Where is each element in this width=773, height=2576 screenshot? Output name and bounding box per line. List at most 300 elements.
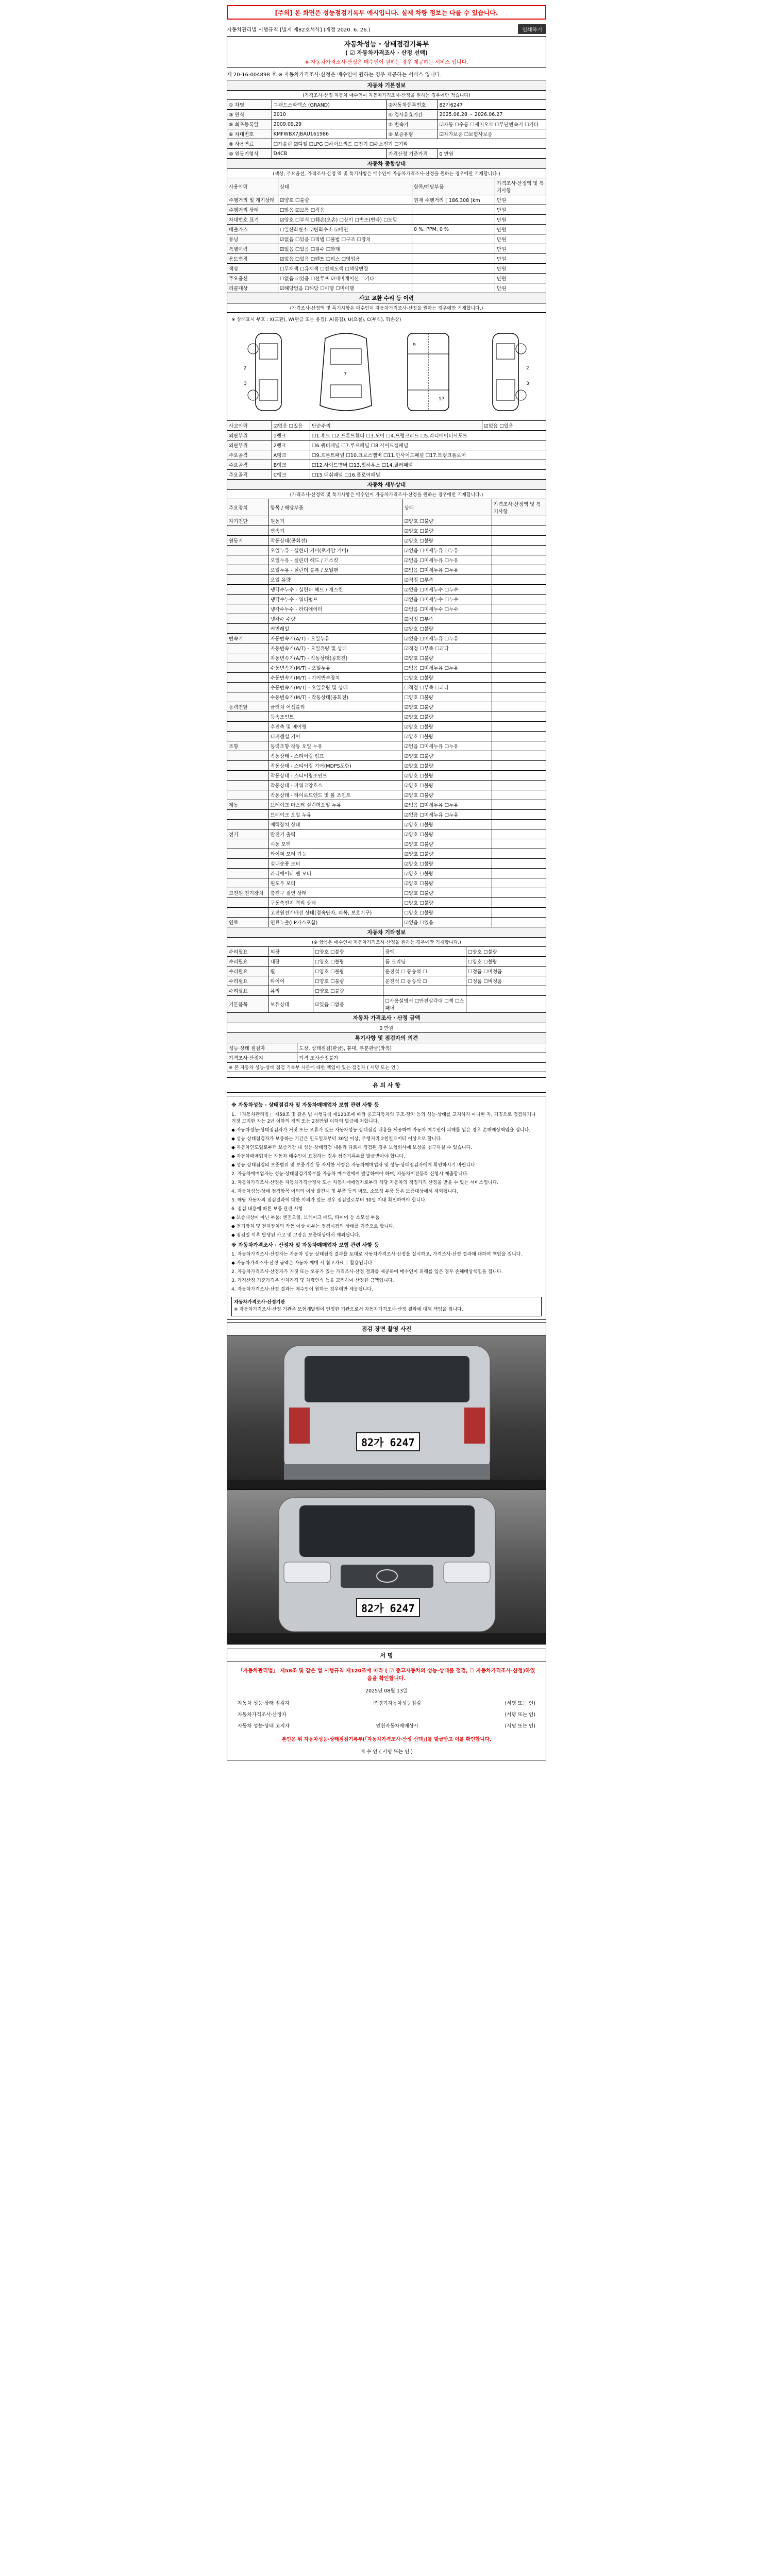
general-item-label: 주행거리 상태 xyxy=(227,205,278,215)
detail-item: 작동상태 - 타이로드엔드 및 볼 조인트 xyxy=(268,790,402,800)
other-status: ☑있음 ☐없음 xyxy=(313,996,383,1013)
detail-status-row xyxy=(227,771,546,781)
general-item-price: 만원 xyxy=(495,215,546,225)
other-extra-status: ☐양호 ☐불량 xyxy=(466,957,546,967)
accident-history-label: 사고이력 xyxy=(227,421,272,431)
detail-device xyxy=(227,673,268,683)
detail-item: 냉각수 수량 xyxy=(268,614,402,624)
detail-device xyxy=(227,722,268,732)
detail-price xyxy=(492,555,546,565)
accident-part-rank: A랭크 xyxy=(272,450,310,460)
detail-item: 수동변속기(M/T) - 작동상태(공회전) xyxy=(268,692,402,702)
general-item-status: ☐일산화탄소 ☑탄화수소 ☑매연 xyxy=(278,225,412,234)
detail-status-row xyxy=(227,722,546,732)
general-status-sub: (색상, 주요옵션, 가격조사·산정 액 및 특기사항은 매수인이 자동차가격조사·산정을 원하는 경우에만 기재합니다.) xyxy=(227,169,546,178)
detail-price xyxy=(492,800,546,810)
general-status-row xyxy=(227,215,546,225)
general-status-row xyxy=(227,264,546,274)
inspector-opinion-label: 성능·상태 점검자 xyxy=(227,1043,297,1053)
other-group: 수리필요 xyxy=(227,947,268,957)
detail-price xyxy=(492,839,546,849)
general-status-row xyxy=(227,254,546,264)
appraiser-opinion-label: 가격조사·산정자 xyxy=(227,1053,297,1063)
detail-device xyxy=(227,810,268,820)
detail-item: 시동 모터 xyxy=(268,839,402,849)
accident-part-rank: 1랭크 xyxy=(272,431,310,440)
detail-price xyxy=(492,888,546,898)
signature-slot[interactable]: (서명 또는 인) xyxy=(505,1723,535,1729)
detail-price xyxy=(492,761,546,771)
detail-status-row xyxy=(227,516,546,526)
general-item-detail xyxy=(412,215,495,225)
guide-paragraph: ◆ 자동차인도일로부터 보증기간 내 성능·상태점검 내용과 다르게 점검된 경우 보험회사에 보상을 청구하실 수 있습니다. xyxy=(231,1145,473,1151)
other-item: 외장 xyxy=(268,947,313,957)
basic-value: 82가6247 xyxy=(438,100,546,110)
detail-device xyxy=(227,663,268,673)
accident-part-rank: C랭크 xyxy=(272,470,310,480)
detail-status: ☐양호 ☐불량 xyxy=(402,673,492,683)
detail-status: ☑양호 ☐불량 xyxy=(402,781,492,790)
detail-status-row xyxy=(227,839,546,849)
basic-label: ① 차명 xyxy=(227,100,272,110)
detail-status-row xyxy=(227,849,546,859)
car-left-side-icon xyxy=(238,328,299,416)
svg-text:2: 2 xyxy=(244,366,247,371)
general-item-label: 색상 xyxy=(227,264,278,274)
guide-paragraph: ◆ 보증대상이 아닌 부품: 엔진오일, 브레이크 패드, 타이어 등 소모성 부품 xyxy=(231,1215,380,1221)
document-warning: ※ 자동차가격조사·산정은 매수인이 원하는 경우 제공하는 서비스 입니다. xyxy=(305,60,468,65)
detail-device xyxy=(227,585,268,595)
basic-label: ⑨ 보증유형 xyxy=(386,129,438,139)
detail-device xyxy=(227,751,268,761)
detail-status-row xyxy=(227,732,546,741)
detail-status-row xyxy=(227,575,546,585)
general-status-table xyxy=(227,158,546,293)
detail-status: ☑양호 ☐불량 xyxy=(402,702,492,712)
general-col-status: 상태 xyxy=(278,178,412,195)
guide-paragraph: ◆ 전기장치 및 전자장치의 작동 이상 여부는 점검시점의 상태를 기준으로 합니다. xyxy=(231,1224,395,1229)
detail-status-row xyxy=(227,702,546,712)
rear-van-image xyxy=(227,1335,546,1490)
detail-price xyxy=(492,634,546,643)
detail-device xyxy=(227,692,268,702)
detail-status-row xyxy=(227,820,546,829)
detail-item: 작동상태(공회전) xyxy=(268,536,402,546)
general-item-status: ☐많음 ☑보통 ☐적음 xyxy=(278,205,412,215)
detail-device xyxy=(227,624,268,634)
general-item-status: ☐없음 ☑있음 ☐선루프 ☑내비게이션 ☐기타 xyxy=(278,274,412,283)
detail-item: 추진축 및 베어링 xyxy=(268,722,402,732)
other-item: 유리 xyxy=(268,986,313,996)
detail-device xyxy=(227,732,268,741)
svg-text:3: 3 xyxy=(526,381,529,386)
other-status: ☐양호 ☐불량 xyxy=(313,957,383,967)
general-item-label: 용도변경 xyxy=(227,254,278,264)
general-item-price: 만원 xyxy=(495,264,546,274)
general-item-label: 주행거리 및 계기상태 xyxy=(227,195,278,205)
general-item-detail: 0 %, PPM, 0 % xyxy=(412,225,495,234)
general-status-row xyxy=(227,234,546,244)
detail-price xyxy=(492,810,546,820)
general-item-price: 만원 xyxy=(495,254,546,264)
other-extra-status: ☐정품 ☐비정품 xyxy=(466,976,546,986)
other-extra xyxy=(383,986,466,996)
detail-price xyxy=(492,526,546,536)
detail-status: ☐양호 ☐불량 xyxy=(402,908,492,918)
basic-info-table xyxy=(227,80,546,159)
detail-item: 자동변속기(A/T) - 작동상태(공회전) xyxy=(268,653,402,663)
accident-part-group: 외판부위 xyxy=(227,431,272,440)
detail-device xyxy=(227,849,268,859)
detail-device xyxy=(227,712,268,722)
special-sign-line: ※ 본 자동차 성능·상태 점검 기록부 사본에 대한 책임이 있는 점검자 ( 서명 또는 인 ) xyxy=(227,1063,546,1072)
detail-item: 구동축전지 격리 상태 xyxy=(268,898,402,908)
detail-device: 고전원 전기장치 xyxy=(227,888,268,898)
guide-paragraph: 2. 자동차가격조사·산정자가 거짓 또는 오류가 있는 가격조사·산정 결과를 제공하여 매수인이 피해를 입은 경우 손해배상책임을 집니다. xyxy=(231,1269,503,1275)
general-item-label: 튜닝 xyxy=(227,234,278,244)
detail-price xyxy=(492,575,546,585)
other-info-row xyxy=(227,967,546,976)
detail-status-row xyxy=(227,624,546,634)
detail-item: 오일누유 - 실린더 블록 / 오일팬 xyxy=(268,565,402,575)
detail-price xyxy=(492,781,546,790)
detail-status: ☑없음 ☐미세누수 ☐누수 xyxy=(402,585,492,595)
detail-status: ☑양호 ☐불량 xyxy=(402,878,492,888)
general-status-head: 자동차 종합상태 xyxy=(227,159,546,169)
guide-paragraph: 4. 자동차가격조사·산정 결과는 매수인이 원하는 경우에만 제공됩니다. xyxy=(231,1286,373,1292)
detail-item: 오일누유 - 실린더 커버(로커암 커버) xyxy=(268,546,402,555)
notice-bar: [주의] 본 화면은 성능점검기록부 예시입니다. 실제 차량 정보는 다를 수 있습니다. xyxy=(227,5,546,20)
detail-item: 와이퍼 모터 기능 xyxy=(268,849,402,859)
sign-row xyxy=(238,1722,535,1729)
other-extra-status xyxy=(466,986,546,996)
detail-price xyxy=(492,673,546,683)
other-extra: 광택 xyxy=(383,947,466,957)
detail-status: ☑양호 ☐불량 xyxy=(402,712,492,722)
other-info-row xyxy=(227,996,546,1013)
accident-parts-body xyxy=(227,431,546,480)
detail-device xyxy=(227,898,268,908)
detail-status: ☑없음 ☐미세누유 ☐누유 xyxy=(402,555,492,565)
detail-item: 고전원전기배선 상태(접속단자, 피복, 보호기구) xyxy=(268,908,402,918)
general-item-status: ☑해당없음 ☐해당 ☐이행 ☐미이행 xyxy=(278,283,412,293)
detail-item: 작동상태 - 스티어링 펌프 xyxy=(268,751,402,761)
detail-col-device: 주요장치 xyxy=(227,499,268,516)
other-extra-status: ☐정품 ☐비정품 xyxy=(466,967,546,976)
detail-price xyxy=(492,790,546,800)
detail-price xyxy=(492,516,546,526)
detail-device xyxy=(227,908,268,918)
top-line xyxy=(227,24,546,34)
general-item-detail xyxy=(412,283,495,293)
detail-status: ☑양호 ☐불량 xyxy=(402,859,492,869)
detail-device xyxy=(227,643,268,653)
detail-status: ☐양호 ☐불량 xyxy=(402,692,492,702)
detail-status: ☑양호 ☐불량 xyxy=(402,820,492,829)
detail-status: ☐양호 ☐불량 xyxy=(402,888,492,898)
guide-heading-inspector: ※ 자동차성능 · 상태점검자 및 자동차매매업자 보험 관련 사항 등 xyxy=(231,1103,379,1108)
detail-status-row xyxy=(227,634,546,643)
other-info-body xyxy=(227,947,546,1013)
detail-price xyxy=(492,869,546,878)
svg-text:2: 2 xyxy=(526,366,529,371)
general-item-detail xyxy=(412,254,495,264)
guide-paragraph: 5. 해당 자동차의 점검결과에 대한 이의가 있는 경우 점검일로부터 30일 이내 확인하여야 합니다. xyxy=(231,1197,427,1203)
special-notes-table xyxy=(227,1032,546,1072)
detail-price xyxy=(492,546,546,555)
general-status-row xyxy=(227,225,546,234)
detail-status-row xyxy=(227,712,546,722)
accident-part-rank: B랭크 xyxy=(272,460,310,470)
detail-item: 자동변속기(A/T) - 오일유량 및 상태 xyxy=(268,643,402,653)
other-group: 기본품목 xyxy=(227,996,268,1013)
detail-status-row xyxy=(227,614,546,624)
other-status: ☐양호 ☐불량 xyxy=(313,976,383,986)
detail-device xyxy=(227,790,268,800)
detail-status-row xyxy=(227,751,546,761)
other-group: 수리필요 xyxy=(227,967,268,976)
detail-price xyxy=(492,829,546,839)
detail-status: ☑없음 ☐미세누유 ☐누유 xyxy=(402,634,492,643)
general-item-detail xyxy=(412,244,495,254)
sign-box xyxy=(227,1662,546,1760)
car-diagram-area xyxy=(227,313,546,421)
detail-item: 윈도우 모터 xyxy=(268,878,402,888)
appraiser-opinion-value: 가격 조사산정불가 xyxy=(297,1053,546,1063)
detail-price xyxy=(492,604,546,614)
detail-item: 연료누출(LP가스포함) xyxy=(268,918,402,927)
accident-parts-row xyxy=(227,431,546,440)
detail-status-row xyxy=(227,604,546,614)
detail-status-row xyxy=(227,761,546,771)
detail-status: ☐적정 ☐부족 ☐과다 xyxy=(402,683,492,692)
general-item-price: 만원 xyxy=(495,283,546,293)
appraisal-agency-text: ※ 자동차가격조사·산정 기관은 보험개발원이 인정한 기관으로서 자동차가격조사·산정 결과에 대해 책임을 집니다. xyxy=(234,1307,463,1312)
photo-head: 점검 장면 촬영 사진 xyxy=(227,1322,546,1335)
signature-slot[interactable]: (서명 또는 인) xyxy=(505,1711,535,1718)
guide-paragraph: ◆ 성능·상태점검자가 보증하는 기간은 인도일로부터 30일 이상, 주행거리 2천킬로미터 이상으로 합니다. xyxy=(231,1137,443,1142)
detail-device xyxy=(227,683,268,692)
detail-device xyxy=(227,565,268,575)
general-item-label: 특별이력 xyxy=(227,244,278,254)
detail-item: 디퍼렌셜 기어 xyxy=(268,732,402,741)
other-info-row xyxy=(227,947,546,957)
detail-status: ☑양호 ☐불량 xyxy=(402,869,492,878)
detail-price xyxy=(492,565,546,575)
signature-slot[interactable]: (서명 또는 인) xyxy=(505,1700,535,1706)
detail-device xyxy=(227,614,268,624)
guide-paragraph: ◆ 자동차매매업자는 자동차 매수인이 요청하는 경우 점검기록부를 발급받아야 합니다. xyxy=(231,1154,405,1160)
detail-price xyxy=(492,722,546,732)
detail-status-body xyxy=(227,516,546,927)
detail-price xyxy=(492,624,546,634)
detail-device: 전기 xyxy=(227,829,268,839)
detail-item: 실내송풍 모터 xyxy=(268,859,402,869)
other-extra: ☐사용설명서 ☐안전삼각대 ☐잭 ☐스패너 xyxy=(383,996,466,1013)
detail-status: ☑적정 ☐부족 xyxy=(402,614,492,624)
detail-price xyxy=(492,751,546,761)
detail-price xyxy=(492,614,546,624)
detail-device xyxy=(227,859,268,869)
detail-status-row xyxy=(227,800,546,810)
detail-status: ☑없음 ☐미세누유 ☐누유 xyxy=(402,741,492,751)
guide-paragraph: 4. 자동차성능·상태 점검항목 이외의 이상 발견시 및 부품 등의 마모, 소모성 부품 등은 보증대상에서 제외됩니다. xyxy=(231,1189,458,1194)
detail-item: 변속기 xyxy=(268,526,402,536)
basic-label: ⑥ 차대번호 xyxy=(227,129,272,139)
general-item-price: 만원 xyxy=(495,244,546,254)
front-photo xyxy=(227,1490,546,1645)
accident-parts-row xyxy=(227,470,546,480)
detail-device: 원동기 xyxy=(227,536,268,546)
svg-text:9: 9 xyxy=(413,343,416,348)
guide-paragraph: 2. 자동차매매업자는 성능·상태점검기록부를 자동차 매수인에게 발급하여야 하며, 자동차이전등록 신청시 제출합니다. xyxy=(231,1172,469,1177)
basic-info-row xyxy=(227,149,546,159)
front-license-plate: 82가 6247 xyxy=(356,1598,420,1617)
detail-status-row xyxy=(227,859,546,869)
general-status-row xyxy=(227,244,546,254)
general-item-detail xyxy=(412,264,495,274)
detail-price xyxy=(492,732,546,741)
basic-info-row xyxy=(227,129,546,139)
accident-part-list: ☐9.프론트패널 ☐10.크로스멤버 ☐11.인사이드패널 ☐17.트렁크플로어 xyxy=(310,450,546,460)
accident-detail-table xyxy=(227,420,546,480)
detail-item: 수동변속기(M/T) - 오일누유 xyxy=(268,663,402,673)
general-item-detail xyxy=(412,274,495,283)
detail-status-row xyxy=(227,653,546,663)
basic-value: ☐가솔린 ☑디젤 ☐LPG ☐하이브리드 ☐전기 ☐수소전기 ☐기타 xyxy=(272,139,546,149)
detail-item: 냉각수누수 - 실린더 헤드 / 개스킷 xyxy=(268,585,402,595)
detail-status-sub: (가격조사·산정액 및 특기사항은 매수인이 자동차가격조사·산정을 원하는 경우에만 기재합니다.) xyxy=(227,490,546,499)
detail-device xyxy=(227,869,268,878)
detail-col-item: 항목 / 해당부품 xyxy=(268,499,402,516)
basic-label: ⑦ 변속기 xyxy=(386,120,438,129)
detail-price xyxy=(492,683,546,692)
detail-status-row xyxy=(227,585,546,595)
general-col-history: 사용이력 xyxy=(227,178,278,195)
signer-name: 인천자동차매매상사 xyxy=(376,1723,419,1729)
detail-status-row xyxy=(227,692,546,702)
guide-title: 유 의 사 항 xyxy=(227,1077,546,1093)
general-status-row xyxy=(227,205,546,215)
detail-item: 배력장치 상태 xyxy=(268,820,402,829)
detail-device: 자기진단 xyxy=(227,516,268,526)
accident-part-group: 주요골격 xyxy=(227,460,272,470)
basic-label: ⑧ 사용연료 xyxy=(227,139,272,149)
other-item: 타이어 xyxy=(268,976,313,986)
detail-status: ☑양호 ☐불량 xyxy=(402,536,492,546)
detail-item: 브레이크 오일 누유 xyxy=(268,810,402,820)
document-title: 자동차성능 · 상태점검기록부 xyxy=(344,41,429,48)
detail-item: 자동변속기(A/T) - 오일누유 xyxy=(268,634,402,643)
guide-paragraph: 3. 자동차가격조사·산정은 자동차가격산정사 또는 자동차매매업자로부터 해당 자동차의 적정가격 산정을 받을 수 있는 서비스입니다. xyxy=(231,1180,499,1185)
basic-label: ④ 검사유효기간 xyxy=(386,110,438,120)
other-extra: 룸 크리닝 xyxy=(383,957,466,967)
basic-label: 가격산정 기준가격 xyxy=(386,149,438,159)
front-van-image xyxy=(227,1490,546,1645)
detail-status: ☑적정 ☐부족 ☐과다 xyxy=(402,643,492,653)
guide-section xyxy=(227,1096,546,1320)
detail-status-row xyxy=(227,673,546,683)
detail-item: 오일 유량 xyxy=(268,575,402,585)
guide-paragraphs-appraiser xyxy=(231,1251,542,1294)
detail-status: ☑양호 ☐불량 xyxy=(402,722,492,732)
detail-item: 수동변속기(M/T) - 오일유량 및 상태 xyxy=(268,683,402,692)
other-info-table xyxy=(227,927,546,1033)
price-head: 자동차 가격조사 · 산정 금액 xyxy=(227,1013,546,1023)
detail-price xyxy=(492,585,546,595)
detail-status-row xyxy=(227,790,546,800)
general-status-body xyxy=(227,195,546,293)
general-status-row xyxy=(227,195,546,205)
detail-status-row xyxy=(227,643,546,653)
detail-item: 원동기 xyxy=(268,516,402,526)
detail-status: ☑없음 ☐미세누수 ☐누수 xyxy=(402,604,492,614)
detail-device: 변속기 xyxy=(227,634,268,643)
general-item-price: 만원 xyxy=(495,274,546,283)
other-extra-status xyxy=(466,996,546,1013)
detail-status-row xyxy=(227,663,546,673)
detail-status: ☑없음 ☐미세누유 ☐누유 xyxy=(402,546,492,555)
detail-price xyxy=(492,771,546,781)
basic-info-row xyxy=(227,120,546,129)
basic-info-row xyxy=(227,110,546,120)
basic-info-body xyxy=(227,100,546,159)
rear-license-plate: 82가 6247 xyxy=(356,1432,420,1451)
general-item-status: ☑없음 ☐있음 ☐적법 ☐불법 ☐구조 ☐장치 xyxy=(278,234,412,244)
accident-part-list: ☐15.대쉬패널 ☐16.플로어패널 xyxy=(310,470,546,480)
detail-device xyxy=(227,820,268,829)
detail-price xyxy=(492,536,546,546)
basic-label: ⑤ 최초등록일 xyxy=(227,120,272,129)
detail-device xyxy=(227,546,268,555)
detail-status: ☑없음 ☐미세누수 ☐누수 xyxy=(402,595,492,604)
guide-paragraph: 1. 자동차가격조사·산정자는 자동차 성능·상태점검 결과를 토대로 자동차가격조사·산정을 실시하고, 가격조사·산정 결과에 대하여 책임을 집니다. xyxy=(231,1252,523,1258)
detail-status: ☑양호 ☐불량 xyxy=(402,849,492,859)
detail-price xyxy=(492,712,546,722)
detail-status-row xyxy=(227,878,546,888)
signer-role: 자동차 성능·상태 점검자 xyxy=(238,1700,290,1706)
detail-device: 제동 xyxy=(227,800,268,810)
detail-price xyxy=(492,702,546,712)
detail-device xyxy=(227,526,268,536)
car-top-view-icon xyxy=(310,328,382,416)
basic-label: ②자동차등록번호 xyxy=(386,100,438,110)
accident-parts-row xyxy=(227,460,546,470)
detail-item: 작동상태 - 파워고압호스 xyxy=(268,781,402,790)
detail-item: 작동상태 - 스티어링조인트 xyxy=(268,771,402,781)
accident-part-group: 주요골격 xyxy=(227,450,272,460)
detail-status: ☑양호 ☐불량 xyxy=(402,751,492,761)
detail-item: 라디에이터 팬 모터 xyxy=(268,869,402,878)
detail-status-row xyxy=(227,908,546,918)
general-item-price: 만원 xyxy=(495,225,546,234)
basic-label: ⑩ 원동기형식 xyxy=(227,149,272,159)
car-right-side-icon xyxy=(475,328,536,416)
detail-price xyxy=(492,741,546,751)
general-col-item: 항목/해당부품 xyxy=(412,178,495,195)
guide-paragraphs-inspector xyxy=(231,1112,542,1240)
detail-status: ☑없음 ☐미세누유 ☐누유 xyxy=(402,565,492,575)
general-item-status: ☐무채색 ☐유채색 ☐전체도색 ☐색상변경 xyxy=(278,264,412,274)
other-info-row xyxy=(227,986,546,996)
accident-head: 사고 교환 수리 등 이력 xyxy=(227,293,546,303)
print-button[interactable]: 인쇄하기 xyxy=(518,24,546,34)
detail-price xyxy=(492,878,546,888)
detail-price xyxy=(492,653,546,663)
detail-price xyxy=(492,595,546,604)
other-extra: 운전석 ☐ 동승석 ☐ xyxy=(383,967,466,976)
detail-price xyxy=(492,692,546,702)
